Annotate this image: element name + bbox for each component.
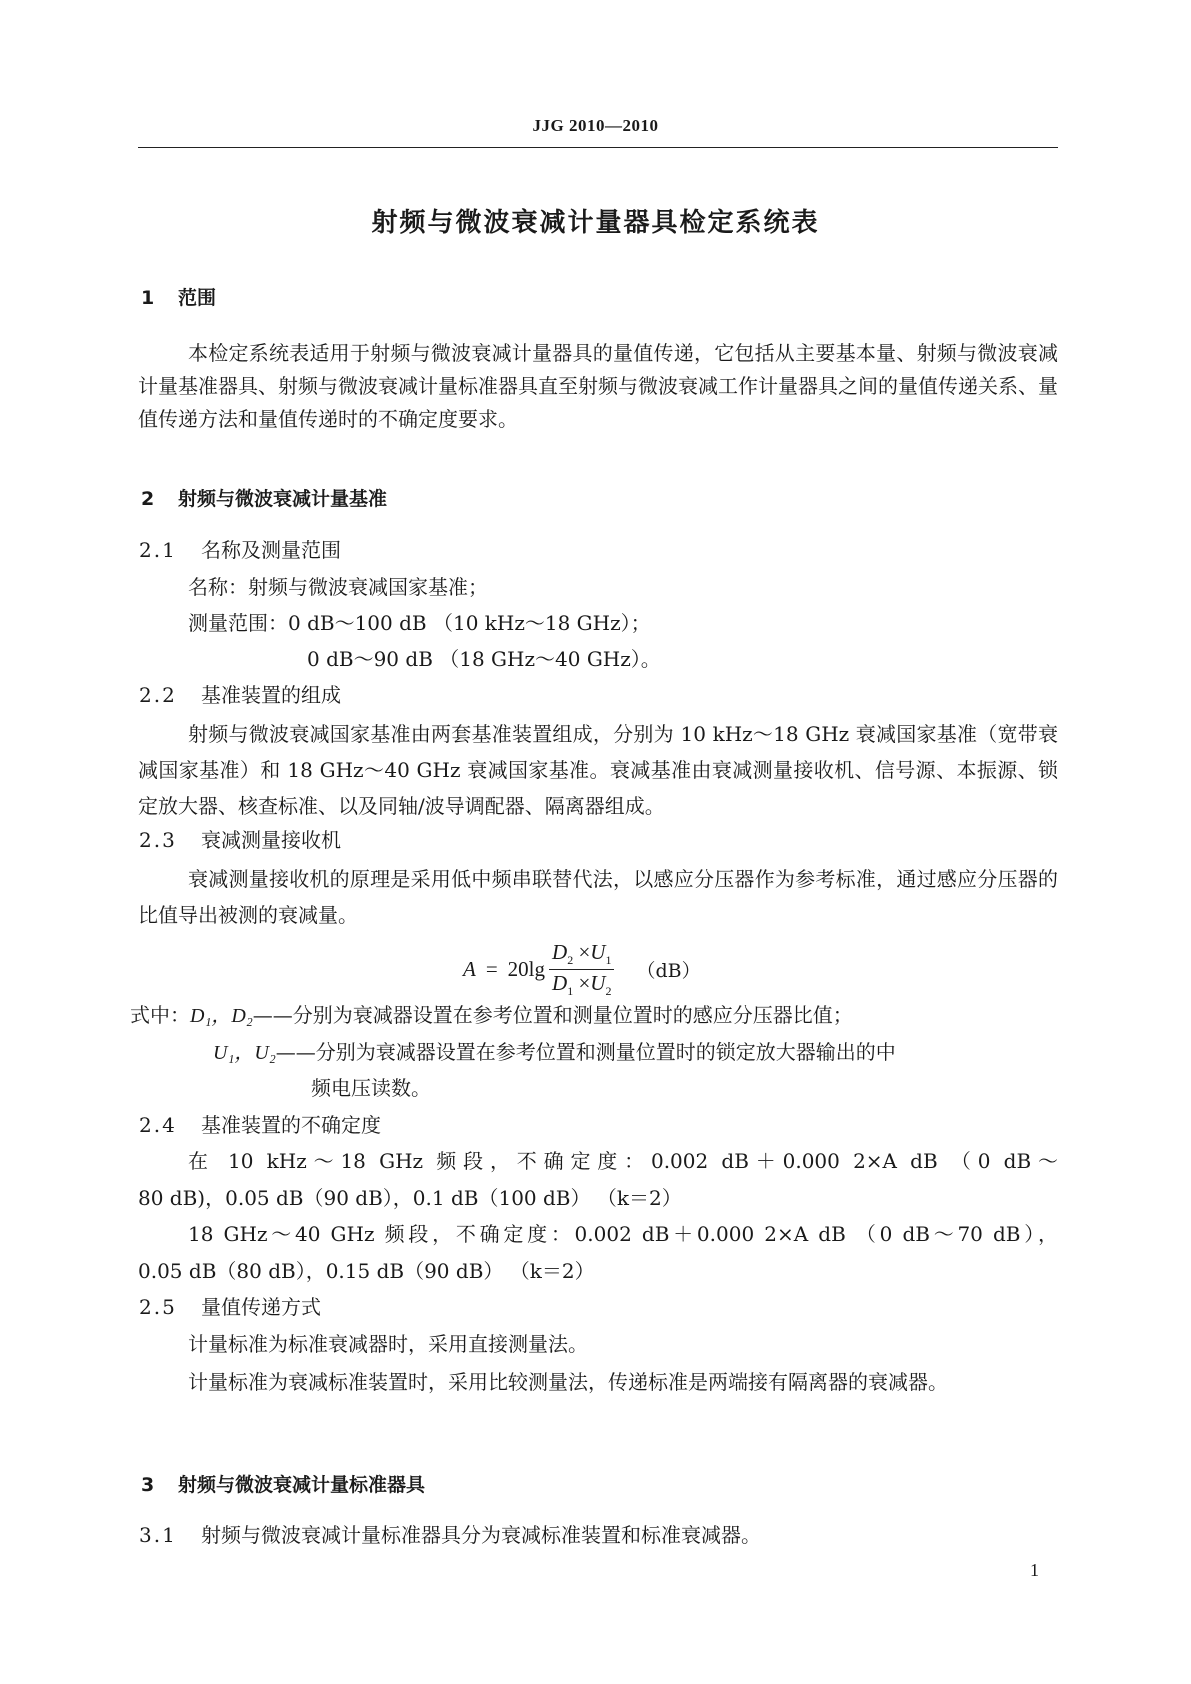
subsection-title: 基准装置的组成 bbox=[201, 683, 341, 707]
range-line-2: 0 dB～90 dB （18 GHz～40 GHz）。 bbox=[307, 647, 661, 671]
uncertainty-line-1: 在 10 kHz～18 GHz 频段，不确定度：0.002 dB＋0.000 2×A dB （0 dB～ bbox=[188, 1149, 1058, 1173]
subsection-2-2-paragraph: 射频与微波衰减国家基准由两套基准装置组成，分别为 10 kHz～18 GHz 衰减国家基准（宽带衰减国家基准）和 18 GHz～40 GHz 衰减国家基准。衰减基准由衰减测量接收机、信号源、本振源、锁定放大器、核查标准、以及同轴/波导调配器、隔离器组成。 bbox=[138, 722, 1058, 818]
where-prefix: 式中： bbox=[130, 1003, 190, 1027]
section-number: 3 bbox=[141, 1474, 155, 1496]
section-title: 射频与微波衰减计量标准器具 bbox=[178, 1474, 426, 1496]
numerator-var-a: D bbox=[552, 940, 568, 964]
uncertainty-line-2: 80 dB)，0.05 dB（90 dB），0.1 dB（100 dB） （k＝2） bbox=[138, 1186, 682, 1210]
section-title: 射频与微波衰减计量基准 bbox=[178, 488, 388, 510]
subsection-2-2-heading bbox=[139, 680, 341, 711]
attenuation-formula bbox=[463, 940, 701, 999]
subsection-number: 2.2 bbox=[139, 683, 177, 707]
transfer-method-line-1: 计量标准为标准衰减器时，采用直接测量法。 bbox=[188, 1332, 588, 1356]
transfer-method-paragraph-2: 计量标准为衰减标准装置时，采用比较测量法，传递标准是两端接有隔离器的衰减器。 bbox=[188, 1370, 948, 1394]
uncertainty-line-4: 0.05 dB（80 dB），0.15 dB（90 dB） （k＝2） bbox=[138, 1259, 595, 1283]
name-line: 名称：射频与微波衰减国家基准； bbox=[188, 575, 488, 599]
subsection-2-4-heading bbox=[139, 1110, 381, 1141]
page-number: 1 bbox=[1030, 1560, 1039, 1580]
formula-unit: （dB） bbox=[636, 960, 701, 983]
where-desc-u: ——分别为衰减器设置在参考位置和测量位置时的锁定放大器输出的中 bbox=[275, 1040, 896, 1064]
formula-fraction bbox=[549, 940, 614, 999]
uncertainty-line-3: 18 GHz～40 GHz 频段，不确定度：0.002 dB＋0.000 2×A dB （0 dB～70 dB）， bbox=[188, 1222, 1058, 1246]
document-title: 射频与微波衰减计量器具检定系统表 bbox=[371, 208, 820, 238]
subsection-2-3-paragraph: 衰减测量接收机的原理是采用低中频串联替代法，以感应分压器作为参考标准，通过感应分压器的比值导出被测的衰减量。 bbox=[138, 867, 1058, 927]
section-1-heading bbox=[141, 283, 216, 310]
section-2-heading bbox=[141, 484, 387, 511]
subsection-title: 衰减测量接收机 bbox=[201, 828, 341, 852]
numerator-var-b: U bbox=[590, 940, 606, 964]
numerator-times: × bbox=[578, 940, 591, 964]
where-line-2 bbox=[213, 1037, 896, 1069]
denominator-sub-b: 2 bbox=[605, 984, 612, 999]
formula-denominator bbox=[549, 970, 614, 999]
subsection-title: 量值传递方式 bbox=[201, 1295, 321, 1319]
numerator-sub-b: 1 bbox=[605, 953, 612, 968]
section-number: 1 bbox=[141, 287, 155, 309]
range-line-1: 测量范围：0 dB～100 dB （10 kHz～18 GHz）； bbox=[188, 611, 651, 635]
formula-numerator bbox=[549, 940, 614, 970]
formula-lhs: A bbox=[463, 957, 476, 982]
subsection-2-1-heading bbox=[139, 535, 341, 566]
subsection-3-1 bbox=[139, 1520, 761, 1551]
subsection-title: 名称及测量范围 bbox=[201, 538, 341, 562]
subsection-number: 3.1 bbox=[139, 1523, 177, 1547]
denominator-sub-a: 1 bbox=[567, 984, 574, 999]
section-1-paragraph: 本检定系统表适用于射频与微波衰减计量器具的量值传递，它包括从主要基本量、射频与微波衰减计量基准器具、射频与微波衰减计量标准器具直至射频与微波衰减工作计量器具之间的量值传递关系、量值传递方法和量值传递时的不确定度要求。 bbox=[138, 341, 1058, 431]
subsection-title: 基准装置的不确定度 bbox=[201, 1113, 381, 1137]
where-desc-d: ——分别为衰减器设置在参考位置和测量位置时的感应分压器比值； bbox=[252, 1003, 853, 1027]
section-title: 范围 bbox=[178, 287, 217, 309]
denominator-times: × bbox=[578, 971, 591, 996]
denominator-var-a: D bbox=[552, 971, 568, 996]
subsection-number: 2.5 bbox=[139, 1295, 177, 1319]
document-code-header: JJG 2010—2010 bbox=[532, 116, 659, 135]
where-vars-d: D₁，D₂ bbox=[190, 1005, 253, 1027]
section-number: 2 bbox=[141, 488, 155, 510]
subsection-2-5-heading bbox=[139, 1292, 321, 1323]
subsection-number: 2.4 bbox=[139, 1113, 177, 1137]
subsection-number: 2.1 bbox=[139, 538, 177, 562]
where-line-2-continued: 频电压读数。 bbox=[311, 1076, 431, 1100]
where-line-1 bbox=[130, 1000, 853, 1032]
section-3-heading bbox=[141, 1470, 425, 1497]
where-vars-u: U₁，U₂ bbox=[213, 1042, 276, 1064]
formula-coefficient: 20lg bbox=[507, 957, 546, 982]
subsection-text: 射频与微波衰减计量标准器具分为衰减标准装置和标准衰减器。 bbox=[201, 1523, 761, 1547]
header-rule bbox=[138, 147, 1058, 148]
formula-equals: = bbox=[485, 957, 498, 982]
denominator-var-b: U bbox=[590, 971, 606, 996]
numerator-sub-a: 2 bbox=[567, 953, 574, 968]
subsection-2-3-heading bbox=[139, 825, 341, 856]
subsection-number: 2.3 bbox=[139, 828, 177, 852]
